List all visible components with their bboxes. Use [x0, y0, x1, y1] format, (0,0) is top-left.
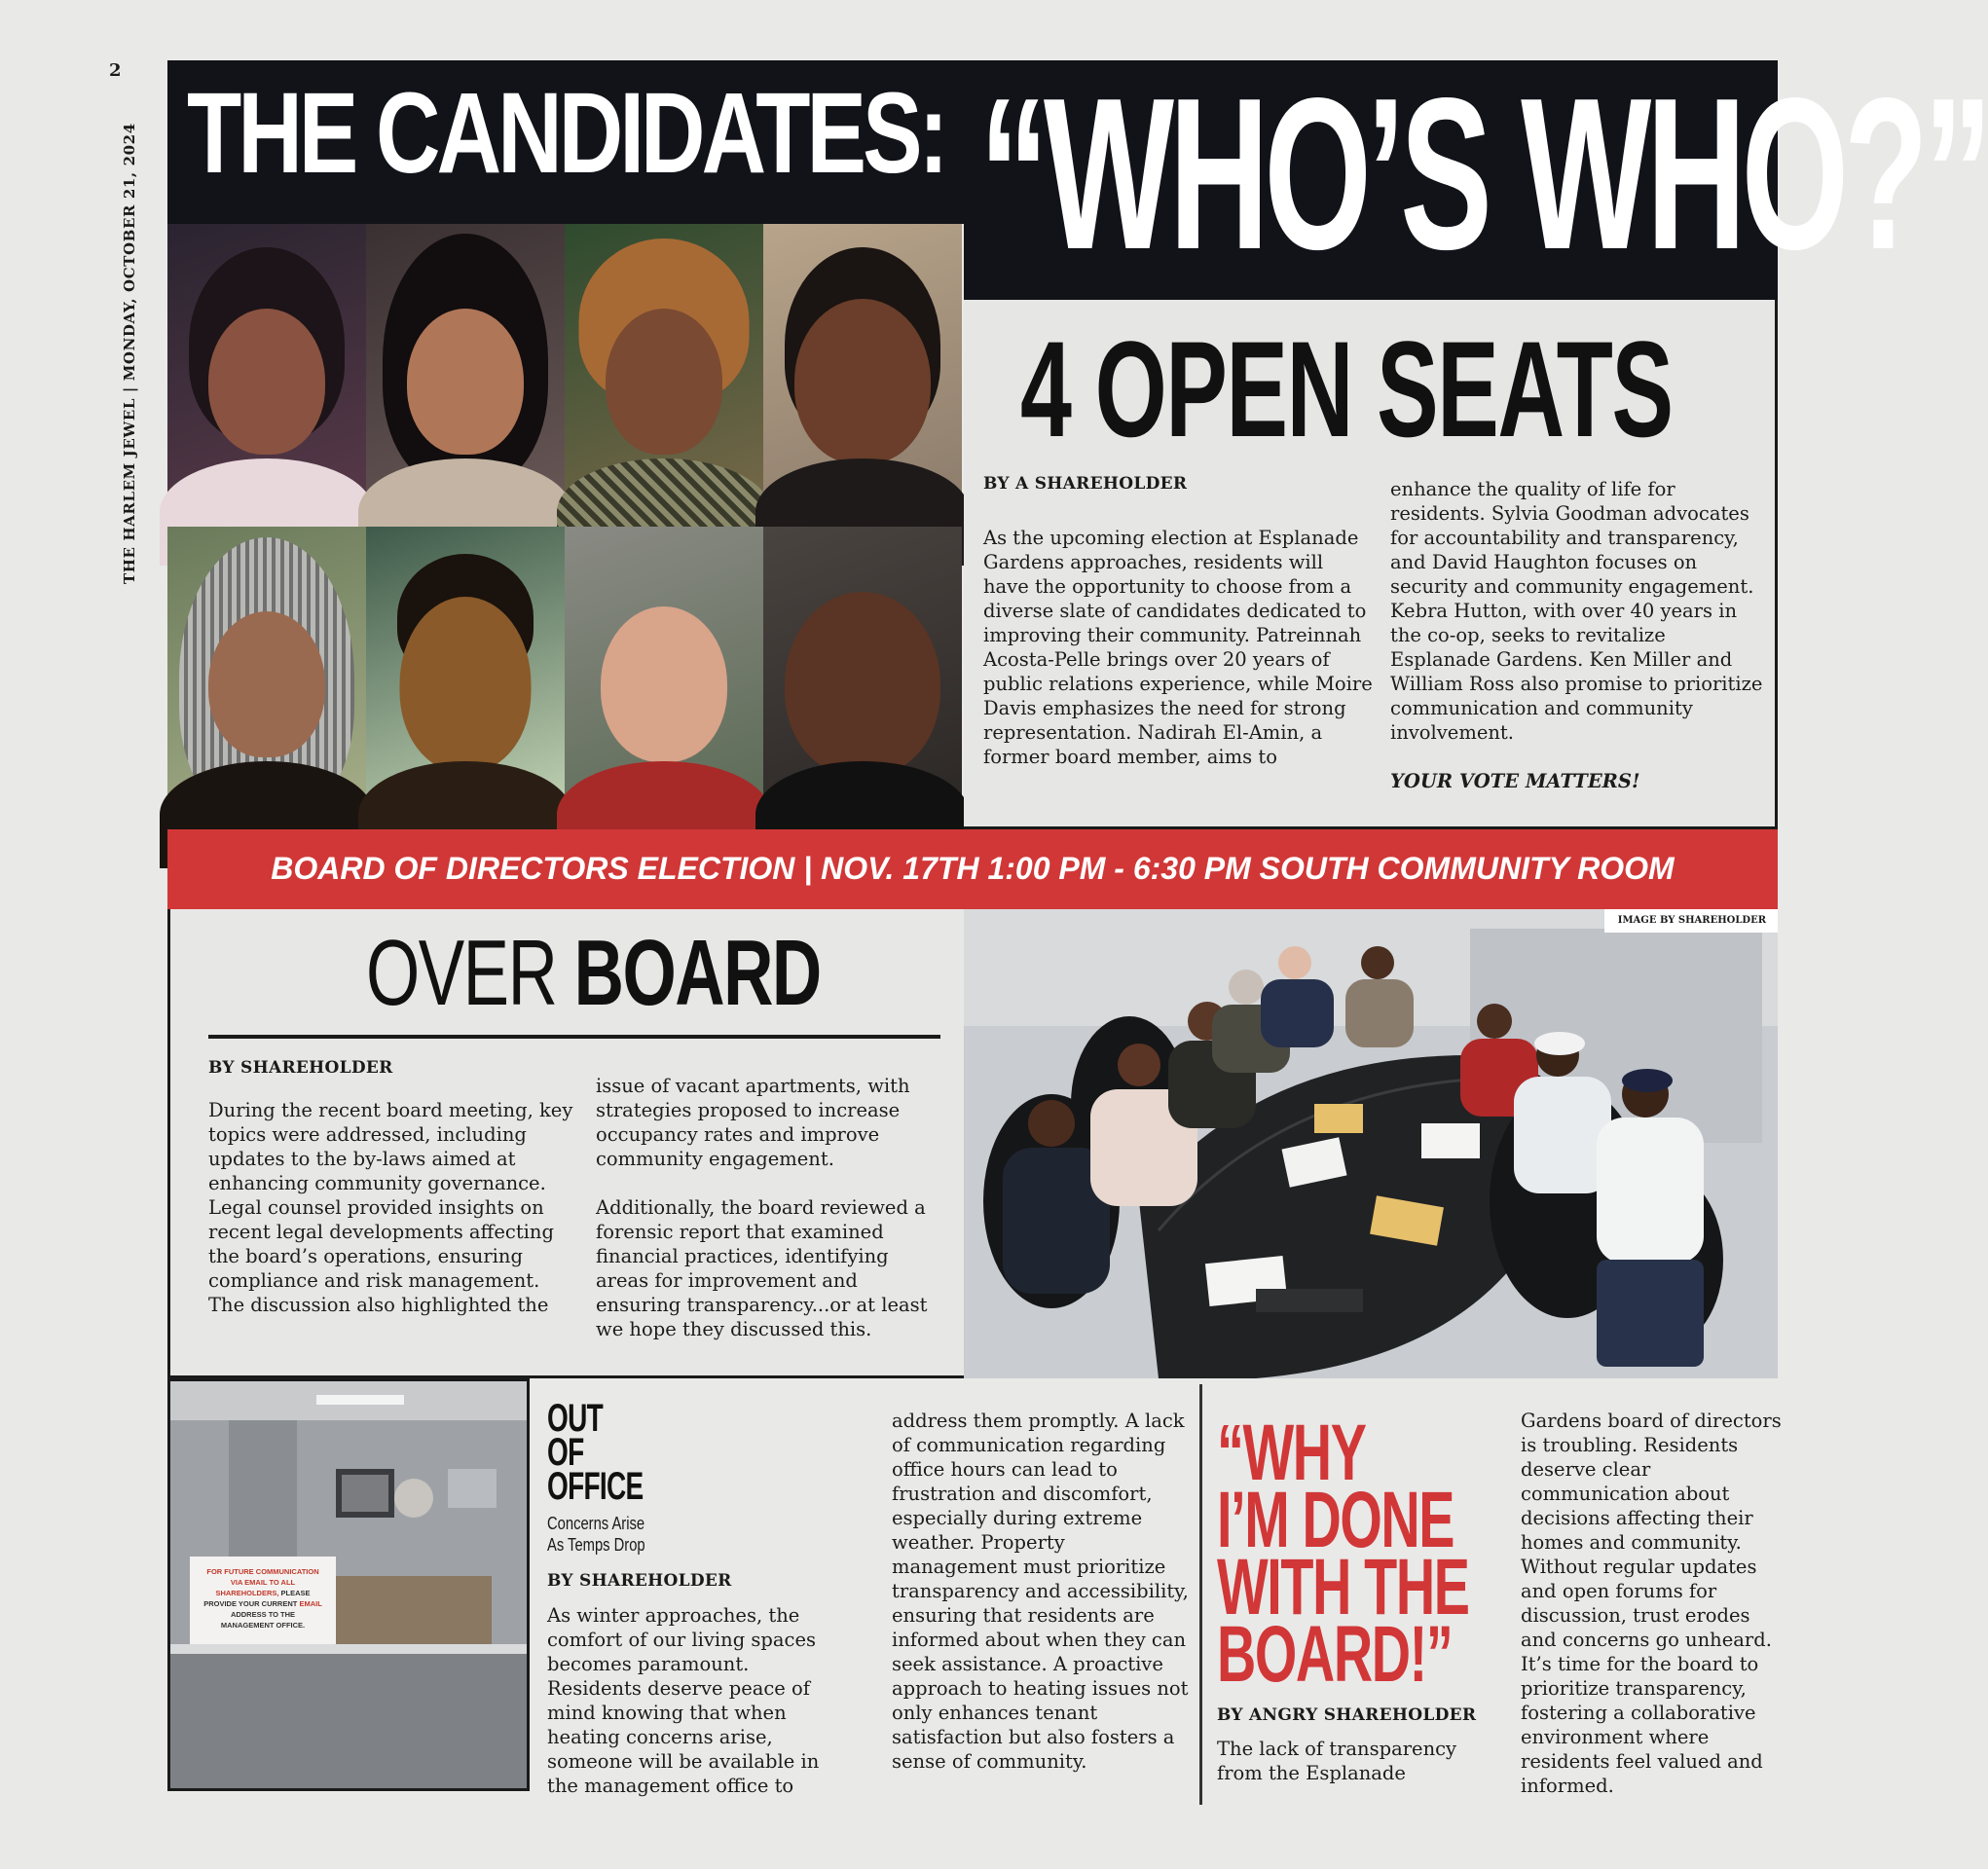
headline-line: OFFICE [547, 1465, 644, 1508]
open-seats-headline: 4 OPEN SEATS [1020, 312, 1673, 465]
why-done-body-col2: Gardens board of directors is troubling. Residents deserve clear communication about decisions affecting their homes and community. Without regular updates and open forums for discussion, trust erodes and concerns go unheard. It’s time for the board to prioritize transparency, fostering a collaborative environment where residents feel valued and informed. [1521, 1410, 1782, 1797]
election-banner [167, 829, 1778, 909]
notice-line: SHAREHOLDERS, [215, 1589, 279, 1597]
notice-line: MANAGEMENT OFFICE. [220, 1621, 306, 1630]
board-meeting-photo [964, 909, 1778, 1378]
management-office-photo [167, 1378, 530, 1791]
headline-line: I’M DONE [1217, 1476, 1454, 1564]
candidates-body-col1: As the upcoming election at Esplanade Gardens approaches, residents will have the opportunity to choose from a diverse slate of candidates dedicated to improving their community. Patreinnah Acosta-Pelle brings over 20 years of public relations experience, while Moire Davis emphasizes the need for strong representation. Nadirah El-Amin, a former board member, aims to [983, 527, 1373, 768]
over-board-rule [208, 1035, 940, 1039]
notice-line: ADDRESS TO THE [230, 1610, 296, 1619]
out-of-office-byline: BY SHAREHOLDER [547, 1571, 732, 1591]
candidates-body-col2 [1390, 477, 1770, 793]
meeting-photo-credit: IMAGE BY SHAREHOLDER [1604, 909, 1778, 933]
candidate-photo [565, 224, 763, 527]
over-board-body-col2-p2: Additionally, the board reviewed a forensic report that examined financial practices, identifying areas for improvement and ensuring transparency...or at least we hope they discussed this. [596, 1196, 928, 1340]
candidate-photo [366, 224, 565, 527]
column-divider [1199, 1384, 1202, 1805]
over-board-byline: BY SHAREHOLDER [208, 1058, 393, 1078]
candidate-photo [366, 527, 565, 829]
vote-matters-tagline: YOUR VOTE MATTERS! [1390, 770, 1640, 792]
over-board-body-col1: During the recent board meeting, key topics were addressed, including updates to the by-laws aimed at enhancing community governance. Legal counsel provided insights on recent legal developments affecting the board’s operations, ensuring compliance and risk management. The discussion also highlighted the [208, 1099, 573, 1316]
out-of-office-headline [547, 1397, 644, 1508]
why-done-byline: BY ANGRY SHAREHOLDER [1217, 1705, 1477, 1725]
candidate-photo-grid [167, 224, 964, 829]
headline-line: OUT [547, 1397, 604, 1440]
why-done-body-col1: The lack of transparency from the Esplanade [1217, 1738, 1457, 1784]
over-board-headline [366, 921, 821, 1025]
notice-line: PLEASE [280, 1589, 311, 1597]
subhead-line: Concerns Arise [547, 1514, 645, 1533]
page-number: 2 [109, 60, 122, 81]
notice-line: PROVIDE YOUR CURRENT [203, 1599, 298, 1608]
notice-line: EMAIL [299, 1599, 322, 1608]
board-meeting-illustration [964, 909, 1778, 1378]
whos-who-headline: “WHO’S WHO?” [979, 54, 1988, 295]
candidates-byline: BY A SHAREHOLDER [983, 474, 1188, 494]
email-notice-sign [190, 1557, 336, 1644]
out-of-office-body-col1: As winter approaches, the comfort of our living spaces becomes paramount. Residents deserve peace of mind knowing that when heating concerns arise, someone will be available in the management office to [547, 1604, 820, 1797]
publication-dateline: THE HARLEM JEWEL | MONDAY, OCTOBER 21, 2024 [121, 123, 138, 584]
candidates-body-col2-text: enhance the quality of life for residents. Sylvia Goodman advocates for accountability and transparency, and David Haughton focuses on security and community engagement. Kebra Hutton, with over 40 years in the co-op, seeks to revitalize Esplanade Gardens. Ken Miller and William Ross also promise to prioritize communication and community involvement. [1390, 478, 1763, 744]
headline-line: BOARD!” [1217, 1610, 1453, 1699]
election-banner-text: BOARD OF DIRECTORS ELECTION | NOV. 17TH 1:00 PM - 6:30 PM SOUTH COMMUNITY ROOM [271, 851, 1675, 886]
out-of-office-body-col2: address them promptly. A lack of communication regarding office hours can lead to frustration and discomfort, especially during extreme weather. Property management must prioritize transparency and accessibility, ensuring that residents are informed about when they can seek assistance. A proactive approach to heating issues not only enhances tenant satisfaction but also fosters a sense of community. [892, 1410, 1189, 1773]
over-board-body-col2 [596, 1074, 946, 1341]
headline-line: WITH THE [1217, 1543, 1469, 1631]
notice-line: FOR FUTURE COMMUNICATION [206, 1567, 319, 1576]
over-board-headline-light: OVER [366, 921, 557, 1025]
out-of-office-subhead [547, 1513, 645, 1556]
candidate-photo [167, 224, 366, 527]
candidate-photo [167, 527, 366, 829]
notice-line: VIA EMAIL TO ALL [230, 1578, 296, 1587]
candidate-photo [565, 527, 763, 829]
headline-line: “WHY [1217, 1409, 1366, 1497]
candidate-photo [763, 527, 962, 829]
candidate-photo [763, 224, 962, 527]
headline-line: OF [547, 1431, 584, 1474]
subhead-line: As Temps Drop [547, 1535, 645, 1555]
candidates-headline: THE CANDIDATES: [187, 69, 945, 198]
over-board-headline-bold: BOARD [573, 921, 821, 1025]
over-board-body-col2-p1: issue of vacant apartments, with strategies proposed to increase occupancy rates and improve community engagement. [596, 1075, 910, 1170]
why-done-headline [1217, 1409, 1469, 1699]
